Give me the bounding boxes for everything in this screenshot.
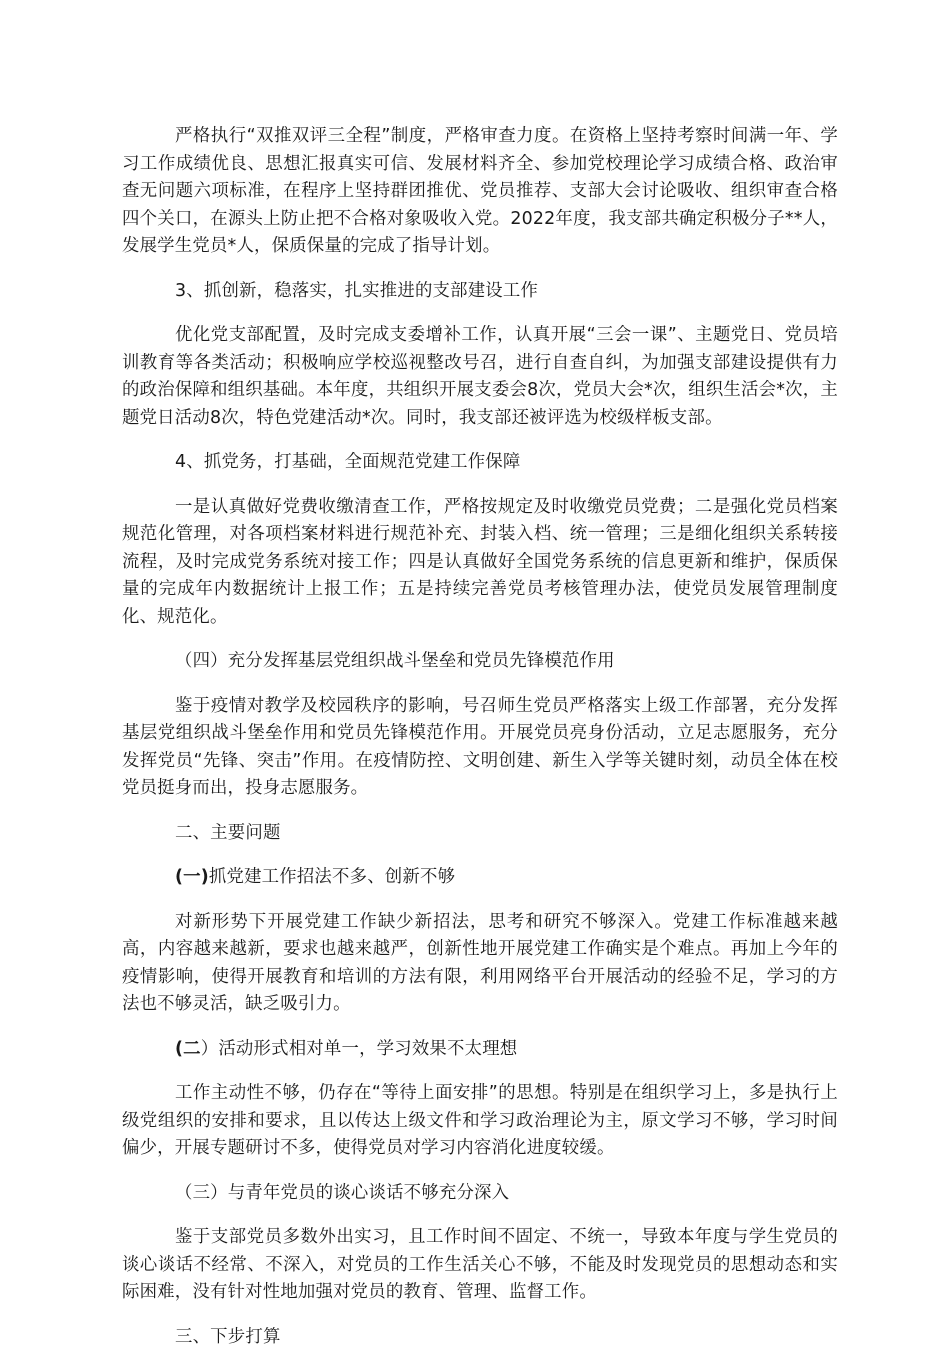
heading-next-steps: 三、下步打算 [175,1326,281,1347]
heading-problem-two-lead: (二 [175,1038,201,1059]
document-page [122,123,838,1368]
paragraph-problem-one: 对新形势下开展党建工作缺少新招法，思考和研究不够深入。党建工作标准越来越高，内容越来越新，要求也越来越严，创新性地开展党建工作确实是个难点。再加上今年的疫情影响，使得开展教育和培训的方法有限，利用网络平台开展活动的经验不足，学习的方法也不够灵活，缺乏吸引力。 [122,911,838,1014]
heading-problem-two [122,1036,838,1064]
paragraph-problem-two: 工作主动性不够，仍存在“等待上面安排”的思想。特别是在组织学习上，多是执行上级党组织的安排和要求，且以传达上级文件和学习政治理论为主，原文学习不够，学习时间偏少，开展专题研讨不多，使得党员对学习内容消化进度较缓。 [122,1083,838,1158]
heading-main-problems: 二、主要问题 [175,822,281,843]
heading-problem-one-text: 抓党建工作招法不多、创新不够 [208,867,456,887]
heading-section-four: （四）充分发挥基层党组织战斗堡垒和党员先锋模范作用 [175,651,615,671]
heading-problem-three: （三）与青年党员的谈心谈话不够充分深入 [175,1182,510,1203]
paragraph-branch-configuration: 优化党支部配置，及时完成支委增补工作，认真开展“三会一课”、主题党日、党员培训教育等各类活动；积极响应学校巡视整改号召，进行自查自纠，为加强支部建设提供有力的政治保障和组织基础。本年度，共组织开展支委会8次，党员大会*次，组织生活会*次，主题党日活动8次，特色党建活动*次。同时，我支部还被评选为校级样板支部。 [122,325,838,428]
heading-problem-one-lead: (一) [175,867,209,887]
heading-problem-one [122,864,838,892]
heading-innovation: 3、抓创新，稳落实，扎实推进的支部建设工作 [175,280,539,301]
paragraph-party-affairs: 一是认真做好党费收缴清查工作，严格按规定及时收缴党员党费；二是强化党员档案规范化管理，对各项档案材料进行规范补充、封装入档、统一管理；三是细化组织关系转接流程，及时完成党务系统对接工作；四是认真做好全国党务系统的信息更新和维护，保质保量的完成年内数据统计上报工作；五是持续完善党员考核管理办法，使党员发展管理制度化、规范化。 [122,496,838,627]
paragraph-admission-standards: 严格执行“双推双评三全程”制度，严格审查力度。在资格上坚持考察时间满一年、学习工作成绩优良、思想汇报真实可信、发展材料齐全、参加党校理论学习成绩合格、政治审查无问题六项标准，在程序上坚持群团推优、党员推荐、支部大会讨论吸收、组织审查合格四个关口，在源头上防止把不合格对象吸收入党。2022年度，我支部共确定积极分子**人，发展学生党员*人，保质保量的完成了指导计划。 [122,126,838,256]
paragraph-pandemic-volunteers: 鉴于疫情对教学及校园秩序的影响，号召师生党员严格落实上级工作部署，充分发挥基层党组织战斗堡垒作用和党员先锋模范作用。开展党员亮身份活动，立足志愿服务，充分发挥党员“先锋、突击”作用。在疫情防控、文明创建、新生入学等关键时刻，动员全体在校党员挺身而出，投身志愿服务。 [122,695,838,798]
paragraph-problem-three: 鉴于支部党员多数外出实习，且工作时间不固定、不统一，导致本年度与学生党员的谈心谈话不经常、不深入，对党员的工作生活关心不够，不能及时发现党员的思想动态和实际困难，没有针对性地加强对党员的教育、管理、监督工作。 [122,1227,838,1302]
heading-party-affairs: 4、抓党务，打基础，全面规范党建工作保障 [175,452,521,472]
heading-problem-two-text: ）活动形式相对单一，学习效果不太理想 [200,1038,518,1059]
